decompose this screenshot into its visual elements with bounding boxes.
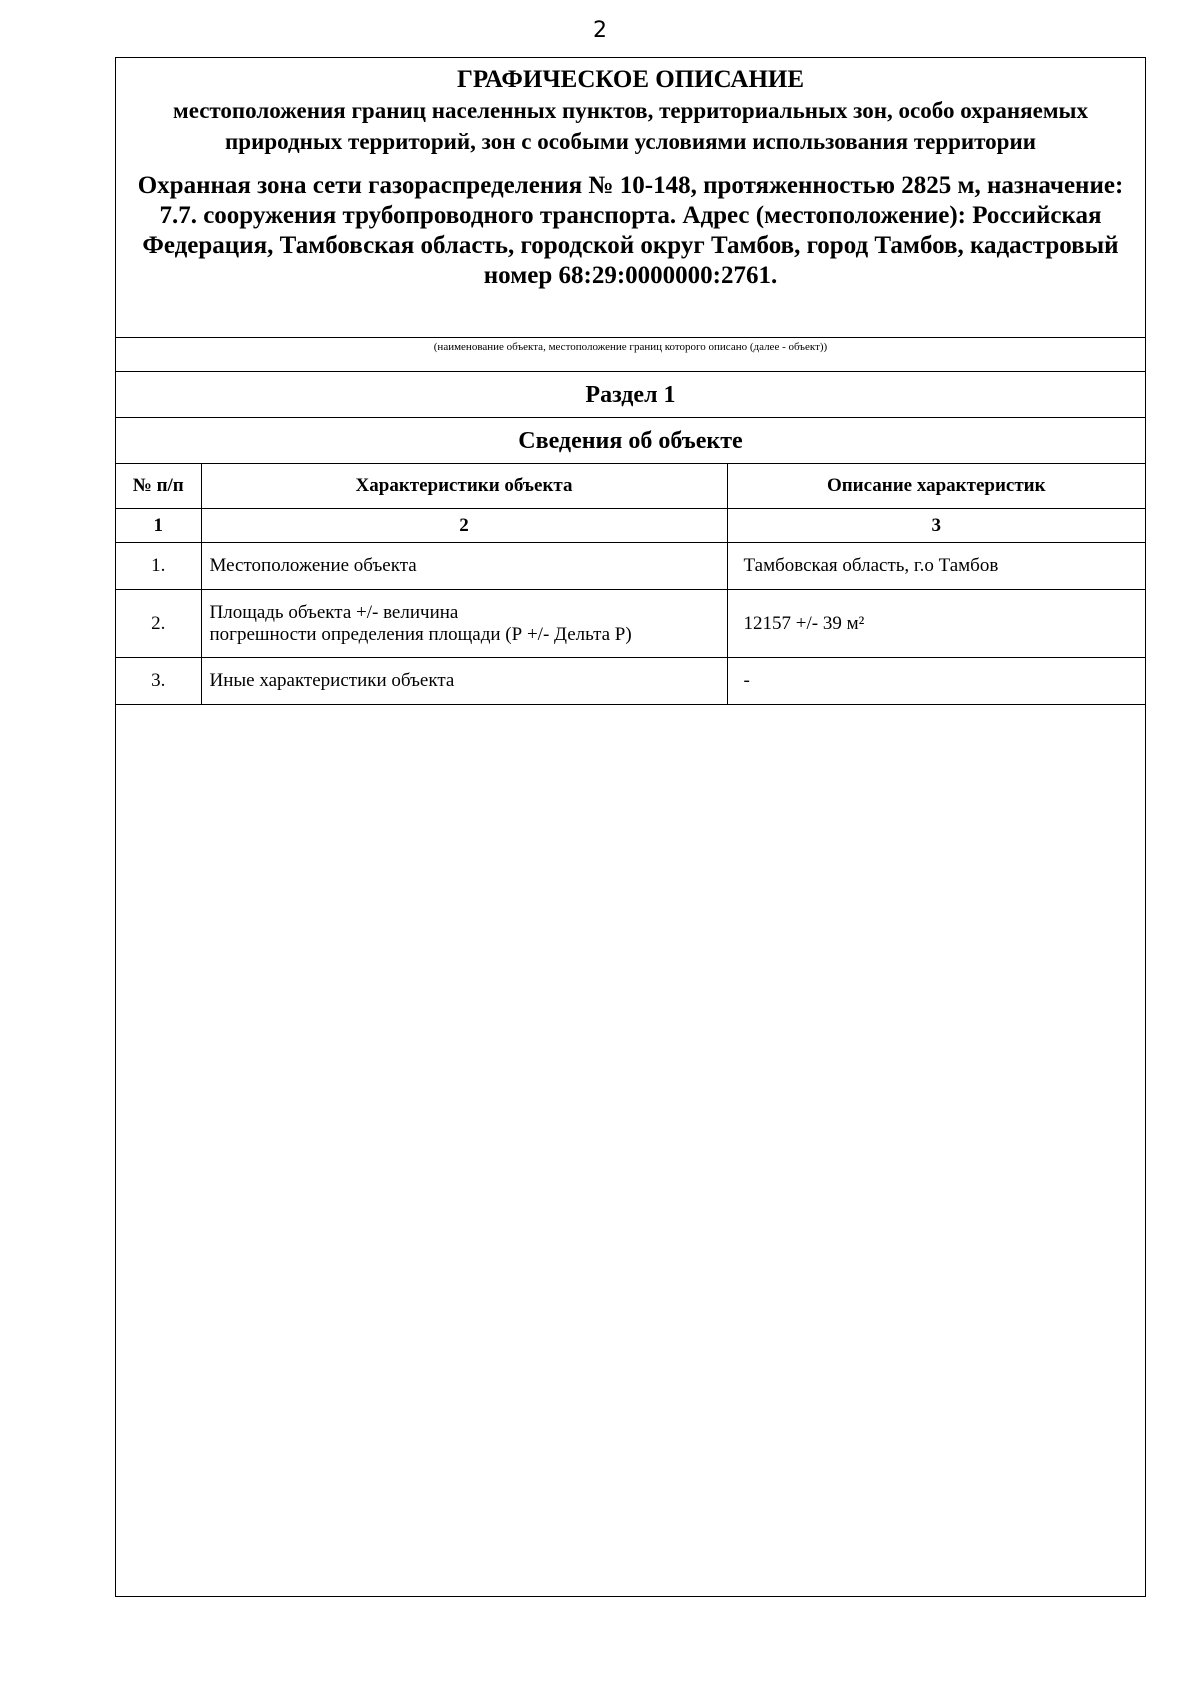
row-characteristic [201,590,727,658]
table-header-row [116,464,1145,509]
header-description: Описание характеристик [727,464,1145,509]
row-description: Тамбовская область, г.о Тамбов [727,543,1145,590]
row-characteristic: Местоположение объекта [201,543,727,590]
document-frame [115,57,1146,1597]
object-info-table [116,464,1145,705]
document-subtitle: местоположения границ населенных пунктов, территориальных зон, особо охраняемых природных территорий, зон с особыми условиями использования территории [173,98,1088,154]
document-header [116,58,1145,338]
object-caption: (наименование объекта, местоположение границ которого описано (далее - объект)) [116,338,1145,372]
column-index-1: 1 [116,509,201,543]
section-subtitle: Сведения об объекте [116,418,1145,464]
row-number: 1. [116,543,201,590]
column-index-2: 2 [201,509,727,543]
table-row [116,658,1145,705]
document-title: ГРАФИЧЕСКОЕ ОПИСАНИЕ [456,66,805,93]
row-number: 2. [116,590,201,658]
row-characteristic-line: Площадь объекта +/- величина [209,601,459,623]
row-description: 12157 +/- 39 м² [727,590,1145,658]
table-column-index-row [116,509,1145,543]
table-row [116,590,1145,658]
header-characteristics: Характеристики объекта [201,464,727,509]
page-number: 2 [593,18,607,43]
table-row [116,543,1145,590]
column-index-3: 3 [727,509,1145,543]
row-number: 3. [116,658,201,705]
object-name: Охранная зона сети газораспределения № 10-148, протяженностью 2825 м, назначение: 7.7. сооружения трубопроводного транспорта. Адрес (местоположение): Российская Федерация, Тамбовская область, городской округ Тамбов, город Тамбов, кадастровый номер 68:29:0000000:2761. [137,172,1124,289]
row-description: - [727,658,1145,705]
header-number: № п/п [116,464,201,509]
row-characteristic-line: погрешности определения площади (Р +/- Дельта Р) [209,623,632,645]
section-title: Раздел 1 [116,372,1145,418]
row-characteristic: Иные характеристики объекта [201,658,727,705]
